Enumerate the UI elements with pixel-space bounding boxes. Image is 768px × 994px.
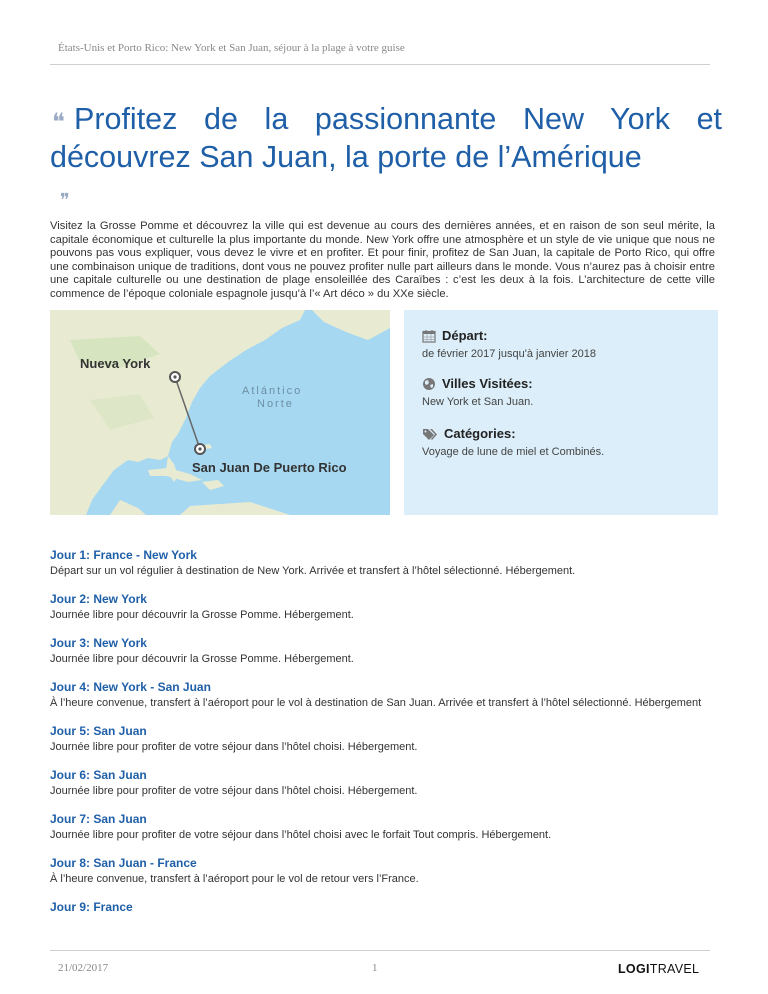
tags-icon <box>422 427 438 441</box>
day-title: Jour 2: New York <box>50 592 147 606</box>
page-title <box>50 100 722 176</box>
route-map <box>50 310 390 515</box>
itinerary-day <box>50 724 722 754</box>
footer-date: 21/02/2017 <box>58 962 109 974</box>
day-title: Jour 6: San Juan <box>50 768 147 782</box>
map-label-sj: San Juan De Puerto Rico <box>192 460 347 475</box>
day-title: Jour 8: San Juan - France <box>50 856 197 870</box>
logo-text: TRAVEL <box>649 962 700 976</box>
intro-paragraph: Visitez la Grosse Pomme et découvrez la ville qui est devenue au cours des dernières années, et en raison de son seul mérite, la capitale économique et culturelle la plus importante du monde. New York offre une atmosphère et un style de vie unique que nous ne pouvons pas vous expliquer, vous devez le vivre et en profiter. Et pour finir, profitez de San Juan, la capitale de Porto Rico, qui offre une combinaison unique de traditions, dont vous ne pouvez profiter nulle part ailleurs dans le monde. Vous n’aurez pas à choisir entre une capitale culturelle ou une destination de plage ensoleillée des Caraïbes : c’est les deux à la fois. L’architecture de cette ville commence de l’époque coloniale espagnole jusqu’à l’« Art déco » du XXe siècle. <box>50 220 715 300</box>
depart-value: de février 2017 jusqu'à janvier 2018 <box>422 348 596 360</box>
open-quote-icon: ❝ <box>52 110 65 136</box>
calendar-icon <box>422 329 436 343</box>
map-graphic <box>50 310 390 515</box>
day-title: Jour 3: New York <box>50 636 147 650</box>
villes-block <box>422 376 533 408</box>
depart-label: Départ: <box>442 328 488 343</box>
page-header: États-Unis et Porto Rico: New York et San Juan, séjour à la plage à votre guise <box>58 42 405 54</box>
itinerary-day <box>50 592 722 622</box>
day-description: Journée libre pour profiter de votre séjour dans l’hôtel choisi avec le forfait Tout compris. Hébergement. <box>50 829 552 841</box>
footer-divider <box>50 950 710 951</box>
globe-icon <box>422 377 436 391</box>
day-description: À l’heure convenue, transfert à l’aéroport pour le vol de retour vers l’France. <box>50 873 419 885</box>
close-quote-icon: ❞ <box>60 190 70 210</box>
map-label-ocean-2: Norte <box>257 398 294 410</box>
day-title: Jour 5: San Juan <box>50 724 147 738</box>
header-divider <box>50 64 710 65</box>
itinerary-day <box>50 548 722 578</box>
day-description: Journée libre pour découvrir la Grosse Pomme. Hébergement. <box>50 609 354 621</box>
itinerary-day <box>50 812 722 842</box>
villes-value: New York et San Juan. <box>422 396 534 408</box>
itinerary-day <box>50 768 722 798</box>
day-title: Jour 1: France - New York <box>50 548 197 562</box>
depart-block <box>422 328 596 360</box>
categories-block <box>422 426 604 458</box>
itinerary-list <box>50 548 722 928</box>
day-title: Jour 4: New York - San Juan <box>50 680 211 694</box>
page-title-text: Profitez de la passionnante New York et découvrez San Juan, la porte de l’Amérique <box>50 102 722 174</box>
day-description: Journée libre pour profiter de votre séjour dans l’hôtel choisi. Hébergement. <box>50 741 418 753</box>
categories-label: Catégories: <box>444 426 516 441</box>
trip-info-panel <box>404 310 718 515</box>
day-description: Départ sur un vol régulier à destination de New York. Arrivée et transfert à l’hôtel sélectionné. Hébergement. <box>50 565 576 577</box>
itinerary-day <box>50 636 722 666</box>
day-description: Journée libre pour découvrir la Grosse Pomme. Hébergement. <box>50 653 354 665</box>
itinerary-day <box>50 680 722 710</box>
itinerary-day <box>50 900 722 914</box>
footer-page-number: 1 <box>372 962 378 974</box>
itinerary-day <box>50 856 722 886</box>
categories-value: Voyage de lune de miel et Combinés. <box>422 446 605 458</box>
logitravel-logo <box>618 962 699 976</box>
map-label-ny: Nueva York <box>80 356 151 371</box>
map-label-ocean-1: Atlántico <box>242 385 303 397</box>
villes-label: Villes Visitées: <box>442 376 533 391</box>
day-description: À l’heure convenue, transfert à l’aéroport pour le vol à destination de San Juan. Arrivée et transfert à l’hôtel sélectionné. Hébergement <box>50 697 702 709</box>
day-description: Journée libre pour profiter de votre séjour dans l’hôtel choisi. Hébergement. <box>50 785 418 797</box>
day-title: Jour 7: San Juan <box>50 812 147 826</box>
day-title: Jour 9: France <box>50 900 133 914</box>
logo-bold-text: LOGI <box>618 962 650 976</box>
